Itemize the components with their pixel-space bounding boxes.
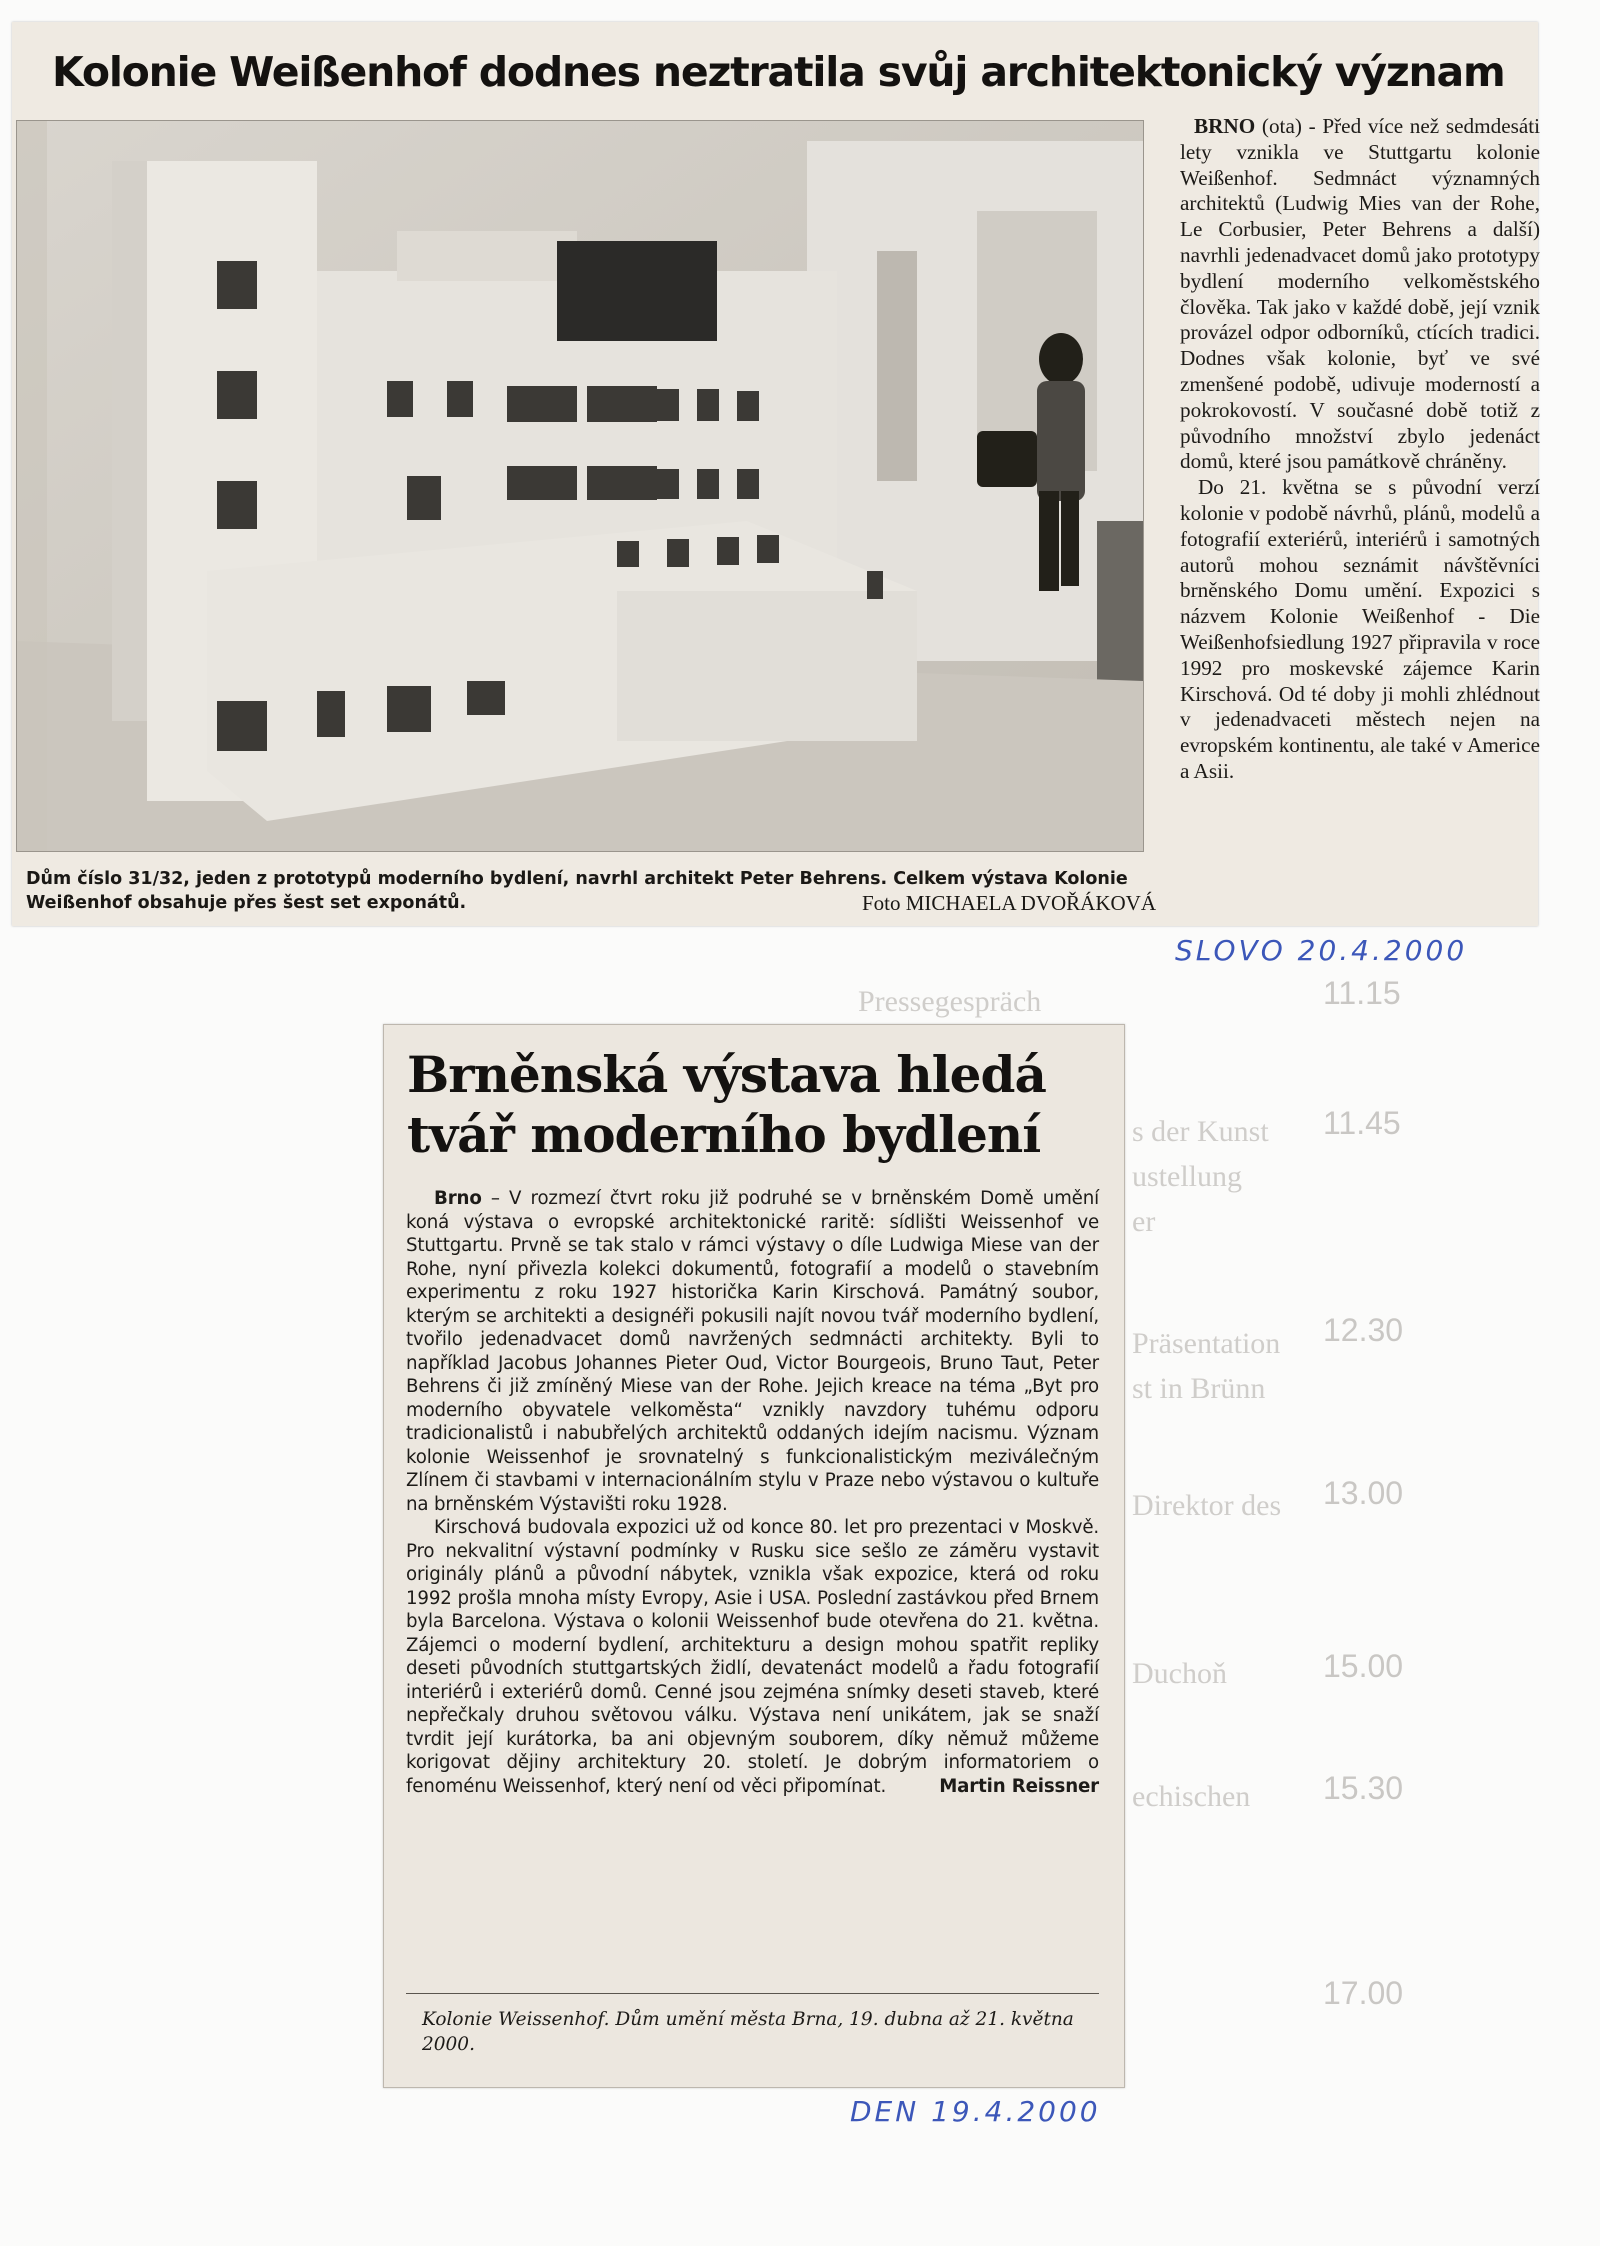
ghost-text: st in Brünn	[1132, 1372, 1266, 1405]
ghost-text: 15.00	[1323, 1648, 1404, 1684]
dateline: Brno	[434, 1188, 482, 1209]
architectural-model-photo	[17, 121, 1143, 851]
article-1-body	[1180, 114, 1540, 785]
author: Martin Reissner	[939, 1775, 1099, 1797]
ghost-text: ustellung	[1132, 1160, 1242, 1193]
caption-text: Dům číslo 31/32, jeden z prototypů moderního bydlení, navrhl architekt Peter Behrens. Celkem výstava Kolonie Weißenhof obsahuje přes šest set exponátů.	[26, 869, 1128, 913]
article-1-headline: Kolonie Weißenhof dodnes neztratila svůj architektonický význam	[52, 48, 1505, 96]
ghost-text: er	[1132, 1205, 1156, 1238]
article-1-paragraph: Do 21. května se s původní verzí kolonie v podobě návrhů, plánů, modelů a fotografií exteriérů, interiérů i samotných autorů mohou seznámit návštěvníci brněnského Domu umění. Expozici s názvem Kolonie Weißenhof - Die Weißenhofsiedlung 1927 připravila v roce 1992 pro moskevské zájemce Karin Kirschová. Od té doby ji mohli zhlédnout v jedenadvaceti městech nejen na evropském kontinentu, ale také v Americe a Asii.	[1180, 475, 1540, 783]
ghost-text: 12.30	[1323, 1312, 1404, 1348]
ghost-text: s der Kunst	[1132, 1115, 1269, 1148]
ghost-text: Pressegespräch	[858, 985, 1042, 1018]
paragraph-text: – V rozmezí čtvrt roku již podruhé se v brněnském Domě umění koná výstava o evropské architektonické raritě: sídlišti Weissenhof ve Stuttgartu. Prvně se tak stalo v rámci výstavy o díle Ludwiga Miese van der Rohe, nyní přivezla kolekci dokumentů, fotografií a modelů o stavebním experimentu z roku 1927 historička Karin Kirschová. Památný soubor, kterým se architekti a designéři pokusili najít novou tvář moderního bydlení, tvořilo jedenadvacet domů navržených sedmnácti architekty. Byli to například Jacobus Johannes Pieter Oud, Victor Bourgeois, Bruno Taut, Peter Behrens či již zmíněný Miese van der Rohe. Jejich kreace na téma „Byt pro moderního obyvatele velkoměsta“ vznikly navzdory tuhému odporu tradicionalistů i nabubřelých architektů oddaných idejím nacismu. Význam kolonie Weissenhof je srovnatelný s funkcionalistickým meziválečným Zlínem či stavbami v internacionálním stylu v Praze nebo výstavou o kultuře na brněnském Výstavišti roku 1928.	[406, 1188, 1099, 1515]
ghost-text: 15.30	[1323, 1770, 1404, 1806]
ghost-text: Präsentation	[1132, 1327, 1281, 1360]
dateline: BRNO	[1194, 114, 1256, 138]
photo-credit: Foto MICHAELA DVOŘÁKOVÁ	[861, 891, 1156, 915]
newspaper-clipping-2	[383, 1024, 1125, 2088]
byline: (ota)	[1261, 114, 1302, 138]
ghost-text: 11.15	[1323, 975, 1401, 1011]
ghost-text: Duchoň	[1132, 1657, 1227, 1690]
article-1-caption	[26, 867, 1156, 915]
newspaper-clipping-1	[12, 22, 1541, 926]
article-2-paragraph	[406, 1187, 1099, 1516]
divider	[406, 1993, 1099, 1994]
ghost-text: 17.00	[1323, 1975, 1404, 2011]
ghost-text: 13.00	[1323, 1475, 1404, 1511]
article-2-body	[406, 1187, 1099, 1798]
exhibition-note: Kolonie Weissenhof. Dům umění města Brna, 19. dubna až 21. května 2000.	[422, 2009, 1074, 2055]
ghost-text: 11.45	[1323, 1105, 1401, 1141]
source-handwritten-note-2: DEN 19.4.2000	[850, 2095, 1101, 2128]
paragraph-text: - Před více než sedmdesáti lety vznikla ve Stuttgartu kolonie Weißenhof. Sedmnáct významných architektů (Ludwig Mies van der Rohe, Le Corbusier, Peter Behrens a další) navrhli jedenadvacet domů jako prototypy bydlení moderního velkoměstského člověka. Tak jako v každé době, její vznik provázel odpor odborníků, ctících tradici. Dodnes však kolonie, byť ve své zmenšené podobě, udivuje moderností a pokrokovostí. V současné době totiž z původního množství zbylo jedenáct domů, které jsou památkově chráněny.	[1180, 114, 1541, 474]
ghost-text: Direktor des	[1132, 1489, 1282, 1522]
ghost-text: echischen	[1132, 1780, 1251, 1813]
article-1-paragraph	[1180, 114, 1540, 475]
article-1-photo	[16, 120, 1144, 852]
article-2-paragraph	[406, 1516, 1099, 1798]
article-2-headline: Brněnská výstava hledá tvář moderního bydlení	[407, 1045, 1046, 1164]
source-handwritten-note-1: SLOVO 20.4.2000	[1175, 934, 1468, 967]
paragraph-text: Kirschová budovala expozici už od konce 80. let pro prezentaci v Moskvě. Pro nekvalitní výstavní podmínky v Rusku sice sešlo ze záměru vystavit originály plánů a původní nábytek, vznikla však expozice, která od roku 1992 prošla mnoha místy Evropy, Asie i USA. Poslední zastávkou před Brnem byla Barcelona. Výstava o kolonii Weissenhof bude otevřena do 21. května. Zájemci o moderní bydlení, architekturu a design mohou spatřit repliky deseti původních stuttgartských židlí, devatenáct modelů a řadu fotografií interiérů i exteriérů domů. Cenné jsou zejména snímky deseti staveb, které nepřečkaly druhou světovou válku. Výstava není unikátem, jak se snaží tvrdit její kurátorka, ba ani objevným souborem, díky němuž můžeme korigovat dějiny architektury 20. století. Je dobrým informatoriem o fenoménu Weissenhof, který není od věci připomínat.	[406, 1517, 1099, 1797]
